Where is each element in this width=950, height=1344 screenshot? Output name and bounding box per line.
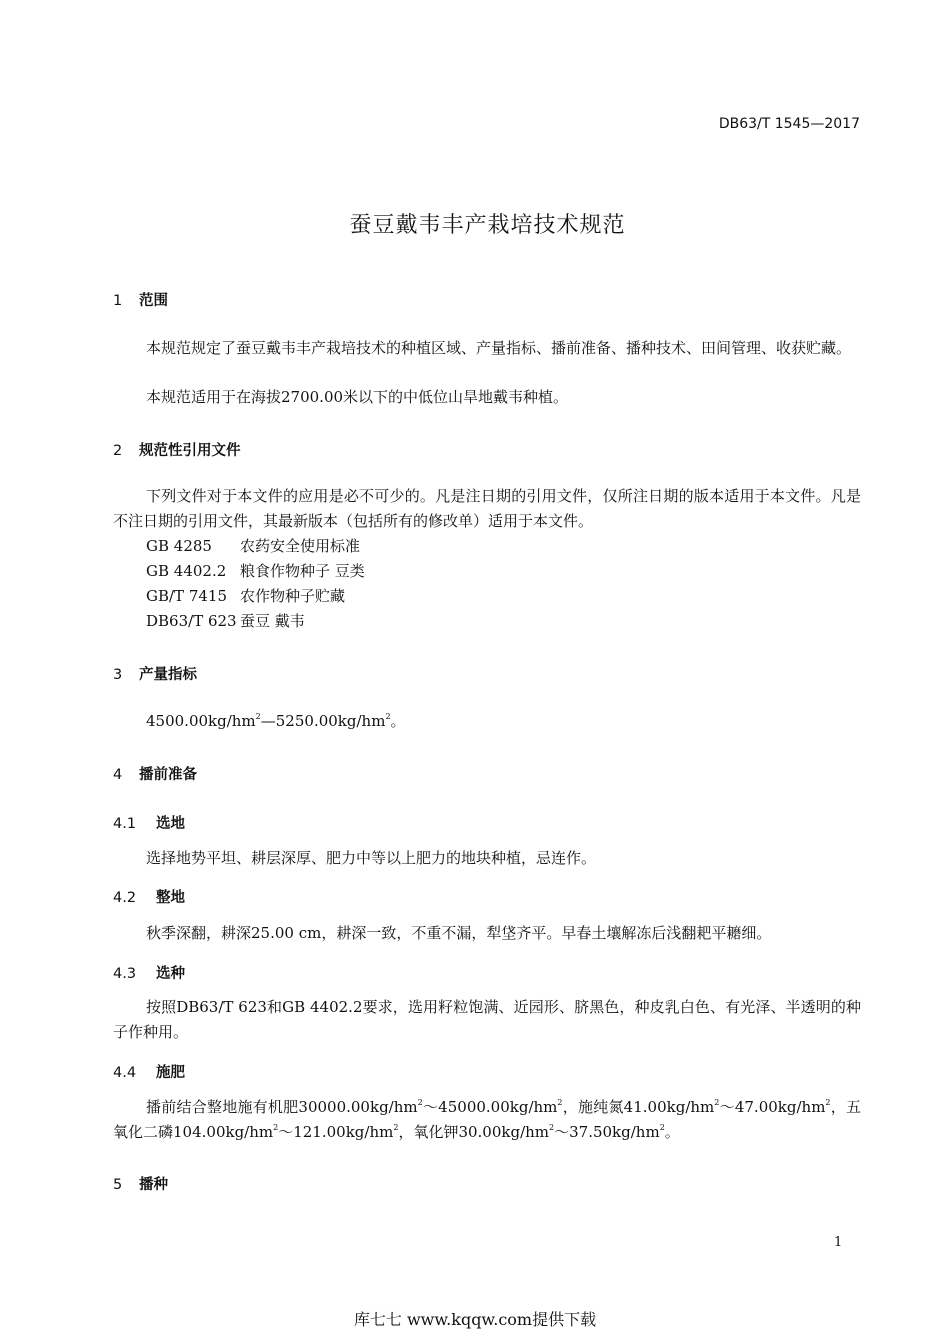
document-title: 蚕豆戴韦丰产栽培技术规范 bbox=[349, 213, 626, 238]
reference-title: 蚕豆 戴韦 bbox=[240, 612, 305, 630]
section-title: 产量指标 bbox=[139, 667, 197, 683]
subsection-title: 选地 bbox=[156, 816, 185, 832]
section-2-heading bbox=[113, 439, 241, 460]
section-5-heading bbox=[113, 1173, 168, 1194]
section-4-heading bbox=[113, 763, 197, 784]
reference-code: DB63/T 623 bbox=[146, 612, 237, 630]
subsection-title: 整地 bbox=[156, 890, 185, 906]
section-number: 2 bbox=[113, 443, 123, 459]
section-4-3-heading bbox=[113, 962, 185, 983]
download-footer: 库七七 www.kqqw.com提供下载 bbox=[353, 1310, 597, 1329]
section-title: 规范性引用文件 bbox=[139, 443, 241, 459]
section-4-4-text: 播前结合整地施有机肥$30000.00kg/hm^2\sim 45000.00kg/hm^2$，施纯氮$41.00kg/hm^2\sim 47.00kg/hm^2$，五氧化二磷$104.00kg/hm^2\sim 121.00kg/hm^2$，氧化钾$30.00kg/hm^2\sim 37.50kg/hm^2$。 bbox=[113, 1098, 861, 1141]
reference-item bbox=[146, 534, 360, 559]
section-title: 播前准备 bbox=[139, 767, 197, 783]
section-1-paragraph-1: 本规范规定了蚕豆戴韦丰产栽培技术的种植区域、产量指标、播前准备、播种技术、田间管理、收获贮藏。 bbox=[146, 339, 852, 357]
subsection-title: 施肥 bbox=[156, 1065, 185, 1081]
section-4-2-text: 秋季深翻，耕深25.00 cm，耕深一致，不重不漏，犁垡齐平。早春土壤解冻后浅翻耙平耱细。 bbox=[146, 924, 772, 942]
reference-item bbox=[146, 584, 345, 609]
section-1-paragraph-2: 本规范适用于在海拔2700.00米以下的中低位山旱地戴韦种植。 bbox=[146, 388, 569, 406]
section-4-3-text: 按照DB63/T 623和GB 4402.2要求，选用籽粒饱满、近园形、脐黑色，种皮乳白色、有光泽、半透明的种子作种用。 bbox=[113, 998, 861, 1041]
section-title: 范围 bbox=[139, 293, 168, 309]
section-number: 5 bbox=[113, 1177, 123, 1193]
section-1-heading bbox=[113, 289, 168, 310]
section-4-1-heading bbox=[113, 812, 185, 833]
section-number: 1 bbox=[113, 293, 123, 309]
section-number: 3 bbox=[113, 667, 123, 683]
subsection-number: 4.1 bbox=[113, 816, 137, 832]
yield-range-text: $4500.00kg/hm^2—5250.00kg/hm^2$。 bbox=[146, 712, 406, 730]
section-number: 4 bbox=[113, 767, 123, 783]
reference-code: GB 4285 bbox=[146, 537, 212, 555]
subsection-number: 4.2 bbox=[113, 890, 137, 906]
reference-item bbox=[146, 609, 305, 634]
subsection-title: 选种 bbox=[156, 966, 185, 982]
standard-code: DB63/T 1545—2017 bbox=[718, 116, 860, 132]
page-number: 1 bbox=[834, 1235, 843, 1250]
subsection-number: 4.3 bbox=[113, 966, 137, 982]
reference-code: GB 4402.2 bbox=[146, 562, 227, 580]
reference-title: 农药安全使用标准 bbox=[240, 537, 361, 555]
section-4-2-heading bbox=[113, 886, 185, 907]
section-4-4-heading bbox=[113, 1061, 185, 1082]
section-4-1-text: 选择地势平坦、耕层深厚、肥力中等以上肥力的地块种植，忌连作。 bbox=[146, 849, 597, 867]
reference-title: 粮食作物种子 豆类 bbox=[240, 562, 365, 580]
section-2-paragraph-1: 下列文件对于本文件的应用是必不可少的。凡是注日期的引用文件，仅所注日期的版本适用于本文件。凡是不注日期的引用文件，其最新版本（包括所有的修改单）适用于本文件。 bbox=[113, 487, 861, 530]
section-title: 播种 bbox=[139, 1177, 168, 1193]
reference-code: GB/T 7415 bbox=[146, 587, 228, 605]
reference-item bbox=[146, 559, 365, 584]
section-3-heading bbox=[113, 663, 197, 684]
reference-title: 农作物种子贮藏 bbox=[240, 587, 346, 605]
subsection-number: 4.4 bbox=[113, 1065, 137, 1081]
